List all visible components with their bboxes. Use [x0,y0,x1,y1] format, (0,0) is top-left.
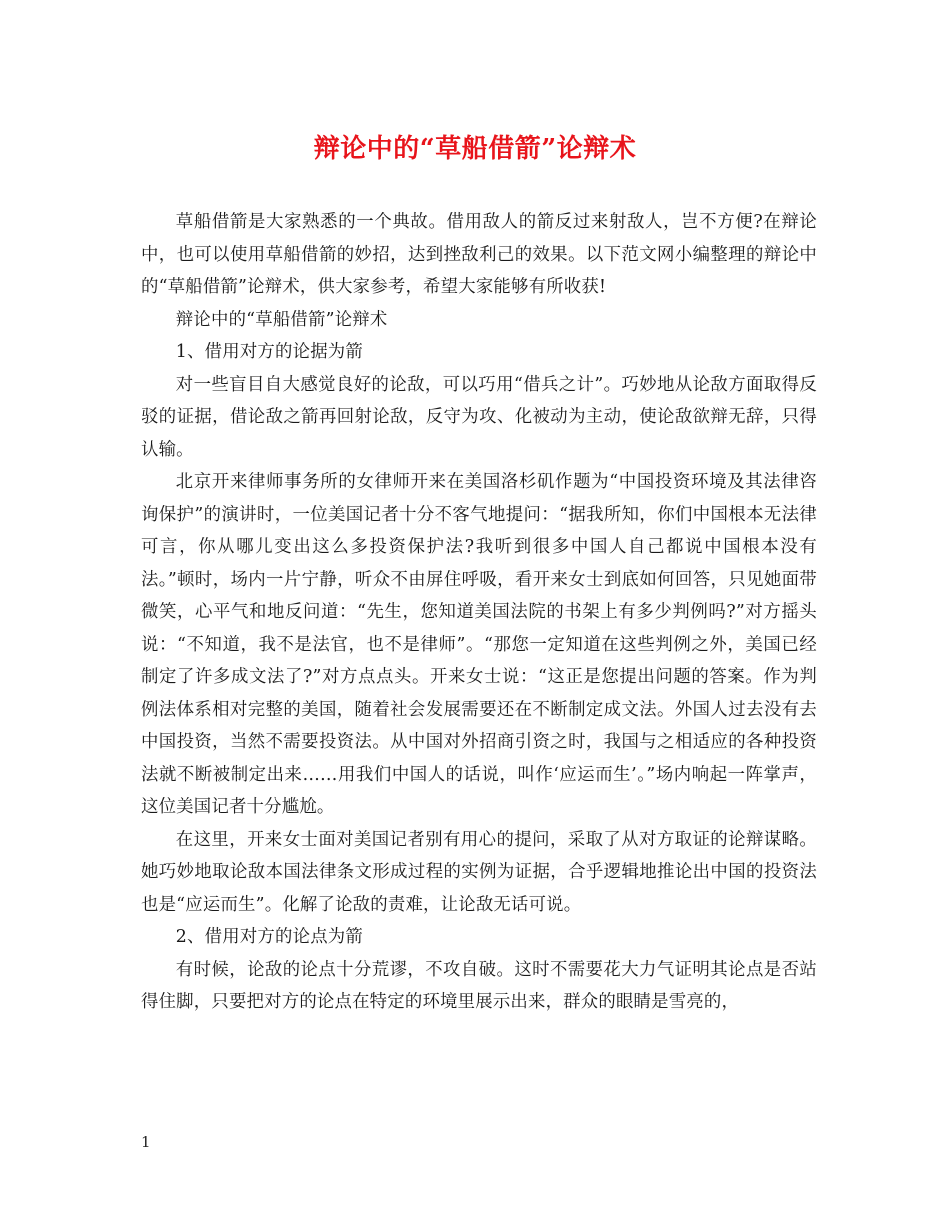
section-heading-1: 1、借用对方的论据为箭 [175,342,363,362]
body-paragraph: 有时候，论敌的论点十分荒谬，不攻自破。这时不需要花大力气证明其论点是否站得住脚，只要把对方的论点在特定的环境里展示出来，群众的眼睛是雪亮的， [141,959,817,1012]
section-heading-2: 2、借用对方的论点为箭 [175,927,363,947]
intro-paragraph: 草船借箭是大家熟悉的一个典故。借用敌人的箭反过来射敌人，岂不方便?在辩论中，也可以使用草船借箭的妙招，达到挫敌利己的效果。以下范文网小编整理的辩论中的“草船借箭”论辩术，供大家参考，希望大家能够有所收获! [141,212,817,297]
subtitle-paragraph: 辩论中的“草船借箭”论辩术 [175,309,388,330]
body-paragraph: 对一些盲目自大感觉良好的论敌，可以巧用“借兵之计”。巧妙地从论敌方面取得反驳的证据，借论敌之箭再回射论敌，反守为攻、化被动为主动，使论敌欲辩无辞，只得认输。 [141,374,817,460]
page-number: 1 [141,1133,151,1151]
document-title: 辩论中的“草船借箭”论辩术 [313,134,637,164]
body-paragraph: 在这里，开来女士面对美国记者别有用心的提问，采取了从对方取证的论辩谋略。她巧妙地取论敌本国法律条文形成过程的实例为证据，合乎逻辑地推论出中国的投资法也是“应运而生”。化解了论敌的责难，让论敌无话可说。 [141,829,817,915]
document-body [141,206,817,1019]
body-paragraph: 北京开来律师事务所的女律师开来在美国洛杉矶作题为“中国投资环境及其法律咨询保护”的演讲时，一位美国记者十分不客气地提问：“据我所知，你们中国根本无法律可言，你从哪儿变出这么多投资保护法?我听到很多中国人自己都说中国根本没有法。”顿时，场内一片宁静，听众不由屏住呼吸，看开来女士到底如何回答，只见她面带微笑，心平气和地反问道：“先生，您知道美国法院的书架上有多少判例吗?”对方摇头说：“不知道，我不是法官，也不是律师”。“那您一定知道在这些判例之外，美国已经制定了许多成文法了?”对方点点头。开来女士说：“这正是您提出问题的答案。作为判例法体系相对完整的美国，随着社会发展需要还在不断制定成文法。外国人过去没有去中国投资，当然不需要投资法。从中国对外招商引资之时，我国与之相适应的各种投资法就不断被制定出来……用我们中国人的话说，叫作‘应运而生’。”场内响起一阵掌声，这位美国记者十分尴尬。 [141,472,817,817]
